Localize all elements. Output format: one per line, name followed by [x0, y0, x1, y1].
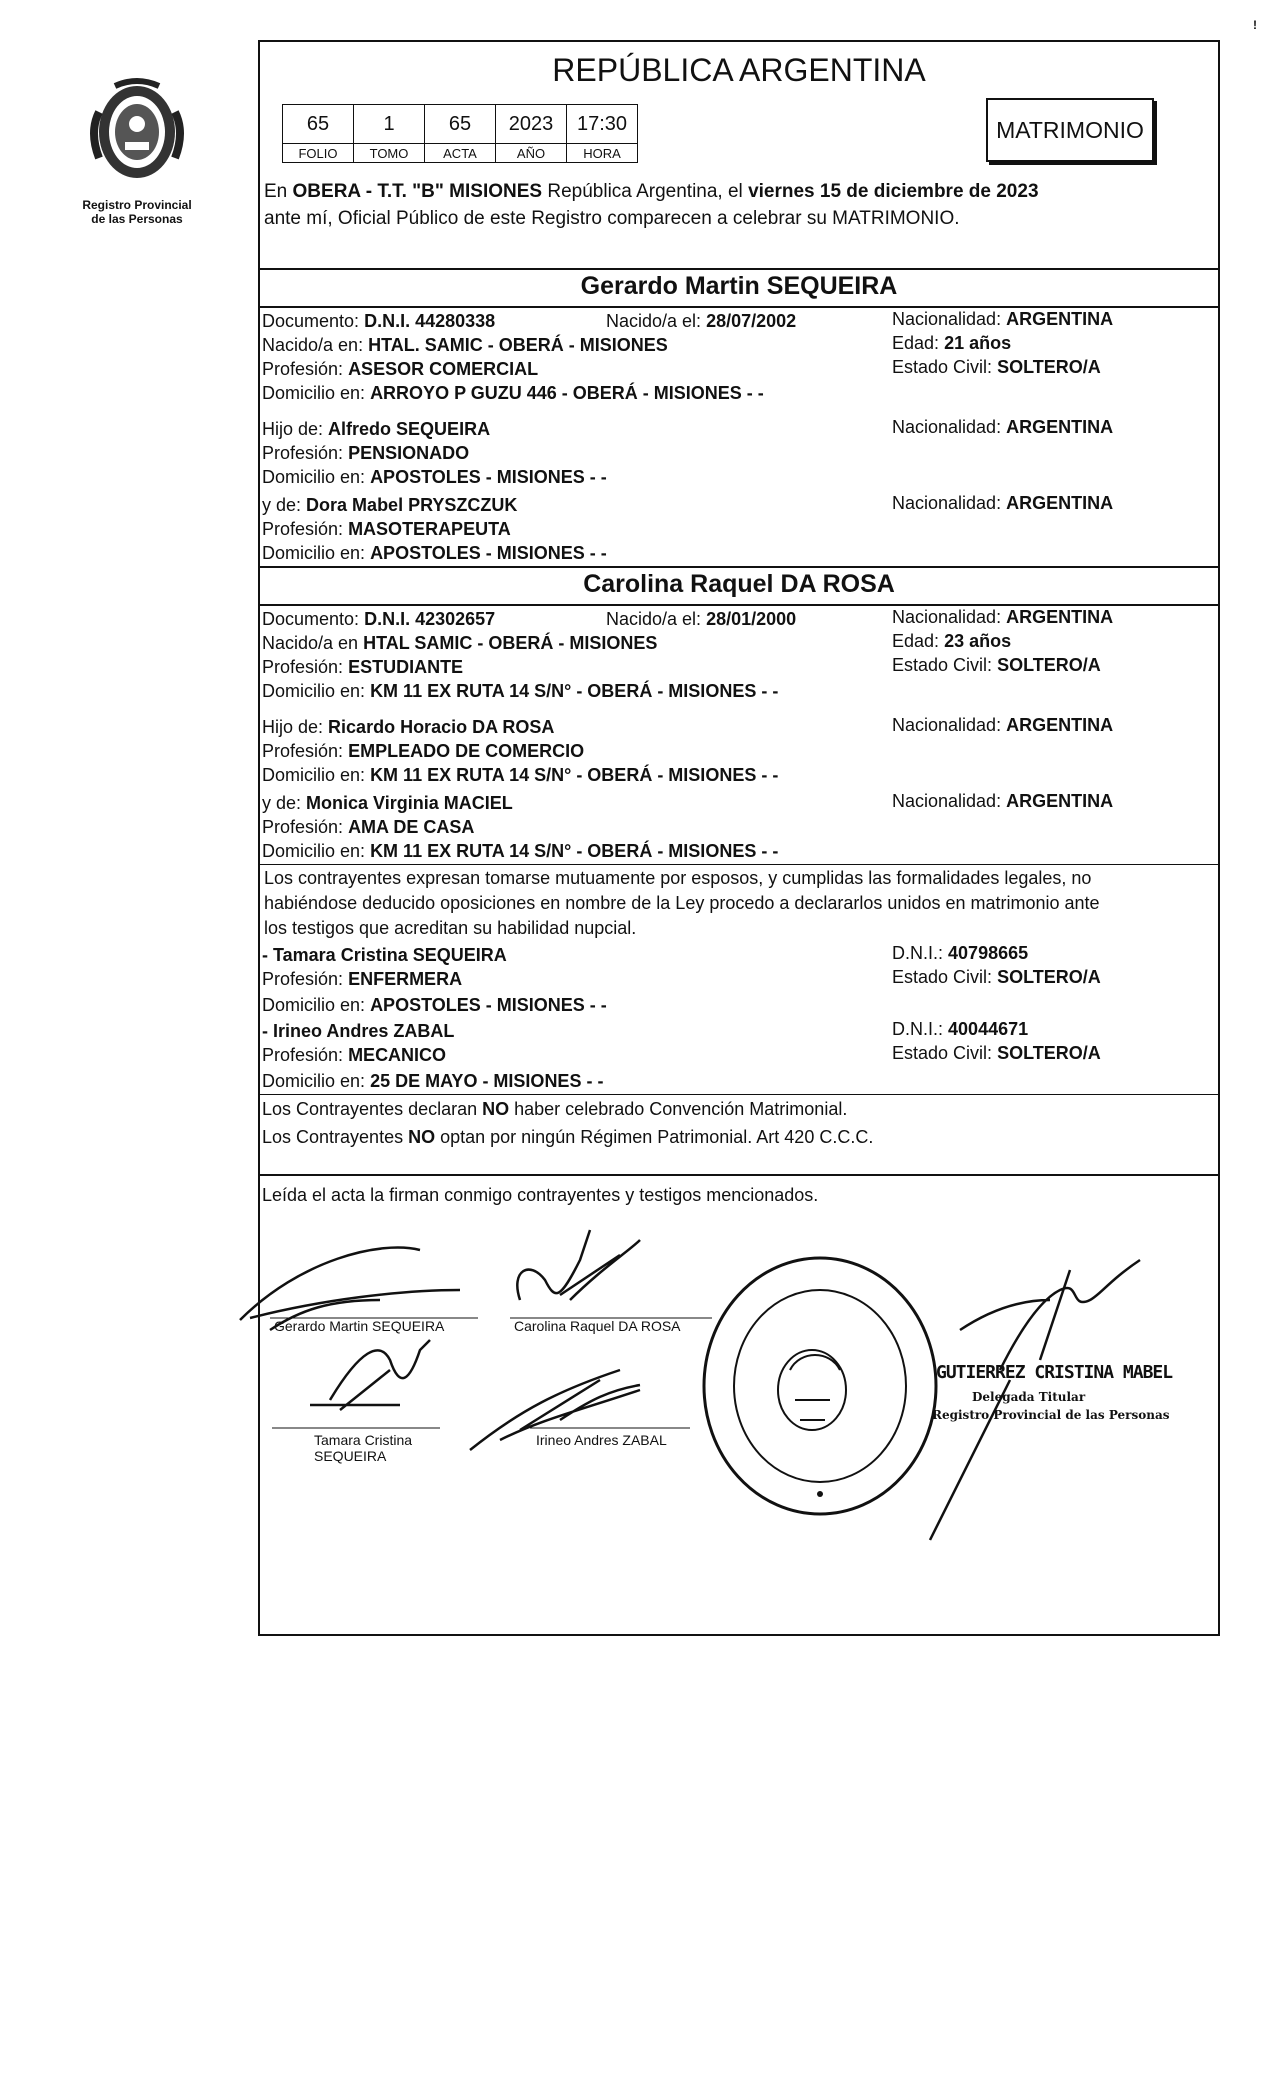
intro-text-2: República Argentina, el	[542, 181, 749, 202]
registry-logo	[72, 72, 202, 226]
bride-address: Domicilio en: KM 11 EX RUTA 14 S/N° - OBERÁ - MISIONES - -	[262, 681, 779, 701]
groom-father-nationality: Nacionalidad: ARGENTINA	[892, 417, 1114, 437]
groom-address: Domicilio en: ARROYO P GUZU 446 - OBERÁ - MISIONES - -	[262, 383, 764, 403]
bride-birthplace: Nacido/a en HTAL SAMIC - OBERÁ - MISIONES	[262, 633, 658, 653]
groom-name: Gerardo Martin SEQUEIRA	[580, 272, 898, 300]
closing-statement: Leída el acta la firman conmigo contrayentes y testigos mencionados.	[262, 1185, 819, 1205]
tomo-value: 1	[354, 105, 425, 144]
witness-1-profession: Profesión: ENFERMERA	[262, 969, 463, 989]
page-mark: !	[1253, 18, 1257, 32]
groom-mother-nationality: Nacionalidad: ARGENTINA	[892, 493, 1114, 513]
certificate-frame	[258, 40, 1220, 1636]
hora-value: 17:30	[567, 105, 638, 144]
bride-mother-nationality: Nacionalidad: ARGENTINA	[892, 791, 1114, 811]
act-type-box: MATRIMONIO	[986, 98, 1154, 162]
intro-place: OBERA - T.T. "B" MISIONES	[292, 181, 543, 202]
provincial-seal-icon	[85, 72, 189, 192]
signature-label-witness-1: Tamara Cristina SEQUEIRA	[314, 1432, 413, 1464]
groom-father-address: Domicilio en: APOSTOLES - MISIONES - -	[262, 467, 607, 487]
anio-value: 2023	[496, 105, 567, 144]
bride-mother-address: Domicilio en: KM 11 EX RUTA 14 S/N° - OBERÁ - MISIONES - -	[262, 841, 779, 861]
groom-mother: y de: Dora Mabel PRYSZCZUK	[262, 495, 518, 515]
bride-father-profession: Profesión: EMPLEADO DE COMERCIO	[262, 741, 585, 761]
regime-statement: Los Contrayentes NO optan por ningún Régimen Patrimonial. Art 420 C.C.C.	[262, 1127, 874, 1147]
bride-mother-profession: Profesión: AMA DE CASA	[262, 817, 475, 837]
groom-father-profession: Profesión: PENSIONADO	[262, 443, 470, 463]
witness-1-civil-status: Estado Civil: SOLTERO/A	[892, 967, 1101, 987]
groom-father: Hijo de: Alfredo SEQUEIRA	[262, 419, 491, 439]
official-role: Delegada Titular	[972, 1390, 1086, 1404]
signature-label-bride: Carolina Raquel DA ROSA	[514, 1318, 681, 1334]
witness-2-name: - Irineo Andres ZABAL	[262, 1021, 455, 1041]
bride-nationality: Nacionalidad: ARGENTINA	[892, 607, 1114, 627]
bride-profession: Profesión: ESTUDIANTE	[262, 657, 464, 677]
signature-label-witness-2: Irineo Andres ZABAL	[536, 1432, 667, 1448]
bride-document: Documento: D.N.I. 42302657	[262, 609, 496, 629]
declaration-paragraph: Los contrayentes expresan tomarse mutuamente por esposos, y cumplidas las formalidades legales, no habiéndose deducido oposiciones en nombre de la Ley procedo a declararlos unidos en matrimonio ante los testigos que acreditan su habilidad nupcial.	[264, 868, 1100, 938]
divider	[260, 1174, 1218, 1176]
bride-age: Edad: 23 años	[892, 631, 1012, 651]
witness-1-name: - Tamara Cristina SEQUEIRA	[262, 945, 507, 965]
tomo-label: TOMO	[354, 144, 425, 163]
divider	[260, 566, 1218, 568]
logo-caption-1: Registro Provincial	[82, 198, 192, 212]
document-title: REPÚBLICA ARGENTINA	[552, 52, 926, 88]
groom-mother-profession: Profesión: MASOTERAPEUTA	[262, 519, 511, 539]
witness-2-profession: Profesión: MECANICO	[262, 1045, 447, 1065]
bride-mother: y de: Monica Virginia MACIEL	[262, 793, 513, 813]
witness-2-address: Domicilio en: 25 DE MAYO - MISIONES - -	[262, 1071, 604, 1091]
divider	[260, 864, 1218, 865]
witness-1-dni: D.N.I.: 40798665	[892, 943, 1029, 963]
groom-profession: Profesión: ASESOR COMERCIAL	[262, 359, 539, 379]
groom-age: Edad: 21 años	[892, 333, 1012, 353]
divider	[260, 268, 1218, 270]
acta-label: ACTA	[425, 144, 496, 163]
witness-2-dni: D.N.I.: 40044671	[892, 1019, 1029, 1039]
anio-label: AÑO	[496, 144, 567, 163]
official-registry: Registro Provincial de las Personas	[932, 1408, 1170, 1422]
groom-nationality: Nacionalidad: ARGENTINA	[892, 309, 1114, 329]
registry-table	[282, 104, 638, 163]
intro-paragraph	[260, 178, 1222, 232]
witness-1-address: Domicilio en: APOSTOLES - MISIONES - -	[262, 995, 607, 1015]
divider	[260, 1094, 1218, 1095]
logo-caption-2: de las Personas	[91, 212, 183, 226]
bride-father: Hijo de: Ricardo Horacio DA ROSA	[262, 717, 555, 737]
bride-father-nationality: Nacionalidad: ARGENTINA	[892, 715, 1114, 735]
acta-value: 65	[425, 105, 496, 144]
groom-birthplace: Nacido/a en: HTAL. SAMIC - OBERÁ - MISIONES	[262, 335, 668, 355]
convention-statement: Los Contrayentes declaran NO haber celebrado Convención Matrimonial.	[262, 1099, 848, 1119]
bride-civil-status: Estado Civil: SOLTERO/A	[892, 655, 1101, 675]
intro-date: viernes 15 de diciembre de 2023	[748, 181, 1039, 202]
groom-mother-address: Domicilio en: APOSTOLES - MISIONES - -	[262, 543, 607, 563]
folio-label: FOLIO	[283, 144, 354, 163]
groom-civil-status: Estado Civil: SOLTERO/A	[892, 357, 1101, 377]
signature-label-groom: Gerardo Martin SEQUEIRA	[274, 1318, 445, 1334]
intro-text-1: En	[264, 181, 293, 202]
witness-2-civil-status: Estado Civil: SOLTERO/A	[892, 1043, 1101, 1063]
official-name: GUTIERREZ CRISTINA MABEL	[936, 1362, 1173, 1383]
bride-birthdate: Nacido/a el: 28/01/2000	[606, 609, 797, 629]
intro-text-3: ante mí, Oficial Público de este Registro comparecen a celebrar su MATRIMONIO.	[264, 208, 960, 229]
hora-label: HORA	[567, 144, 638, 163]
bride-father-address: Domicilio en: KM 11 EX RUTA 14 S/N° - OBERÁ - MISIONES - -	[262, 765, 779, 785]
groom-document: Documento: D.N.I. 44280338	[262, 311, 496, 331]
bride-name: Carolina Raquel DA ROSA	[583, 570, 895, 598]
groom-birthdate: Nacido/a el: 28/07/2002	[606, 311, 797, 331]
folio-value: 65	[283, 105, 354, 144]
